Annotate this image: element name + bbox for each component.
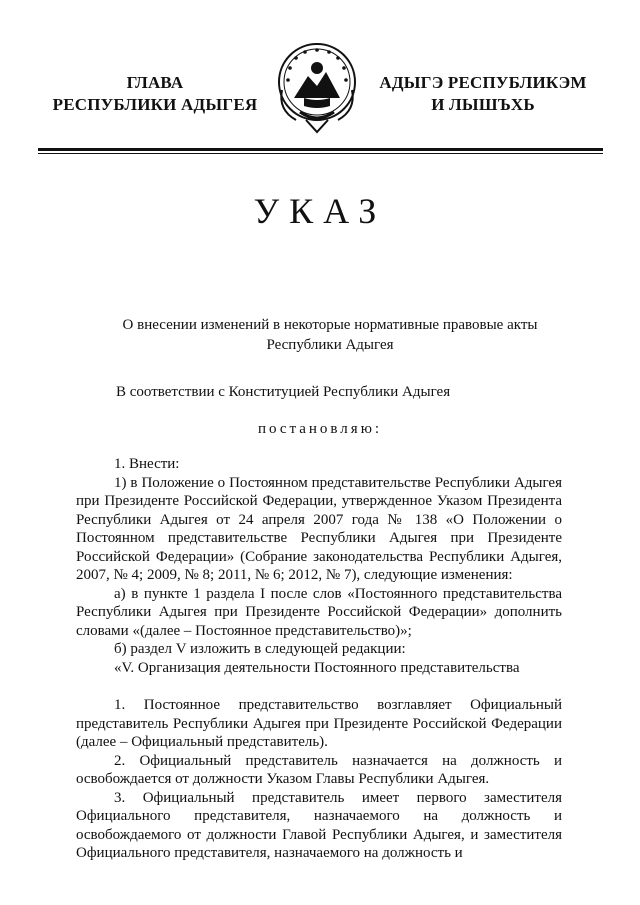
issuer-line-2: И ЛЫШЪХЬ	[431, 95, 535, 114]
paragraph: 1. Внести:	[114, 456, 180, 472]
paragraph: а) в пункте 1 раздела I после слов «Постоянного представительства Республики Адыгея при Президенте Российской Федерации» дополнить словами «(далее – Постоянное представительство)»;	[76, 585, 562, 639]
coat-of-arms-emblem-icon	[274, 40, 360, 136]
document-title: УКАЗ	[253, 191, 387, 231]
issuer-line-1: ГЛАВА	[126, 73, 184, 92]
paragraph: б) раздел V изложить в следующей редакции:	[114, 641, 406, 657]
subject-line-2: Республики Адыгея	[266, 337, 394, 353]
paragraph: 1) в Положение о Постоянном представительстве Республики Адыгея при Президенте Российской Федерации, утвержденное Указом Президента Республики Адыгея от 24 апреля 2007 года № 138 «О Положении о Постоянном представительстве Республики Адыгея при Президенте Российской Федерации» (Собрание законодательства Республики Адыгея, 2007, № 4; 2009, № 8; 2011, № 6; 2012, № 7), следующие изменения:	[76, 474, 562, 583]
paragraph: «V. Организация деятельности Постоянного представительства	[114, 659, 520, 676]
header-divider-thin	[38, 153, 603, 154]
document-subject	[60, 315, 600, 355]
document-body	[76, 455, 562, 863]
issuer-header-russian	[40, 72, 270, 116]
preamble: В соответствии с Конституцией Республики Адыгея	[116, 384, 451, 400]
decree-word: постановляю:	[257, 421, 383, 437]
paragraph: 3. Официальный представитель имеет первого заместителя Официального представителя, назначаемого на должность и освобождаемого от должности Главой Республики Адыгея, и заместителя Официального представителя, назначаемого на должность и	[76, 789, 562, 861]
paragraph: 2. Официальный представитель назначается на должность и освобождается от должности Указом Главы Республики Адыгея.	[76, 752, 562, 787]
subject-line-1: О внесении изменений в некоторые нормативные правовые акты	[122, 317, 538, 333]
issuer-header-adyghe	[368, 72, 598, 116]
issuer-line-2: РЕСПУБЛИКИ АДЫГЕЯ	[52, 95, 258, 114]
issuer-line-1: АДЫГЭ РЕСПУБЛИКЭМ	[379, 73, 587, 92]
header-divider-thick	[38, 148, 603, 151]
paragraph: 1. Постоянное представительство возглавляет Официальный представитель Республики Адыгея при Президенте Российской Федерации (далее – Официальный представитель).	[76, 697, 562, 750]
